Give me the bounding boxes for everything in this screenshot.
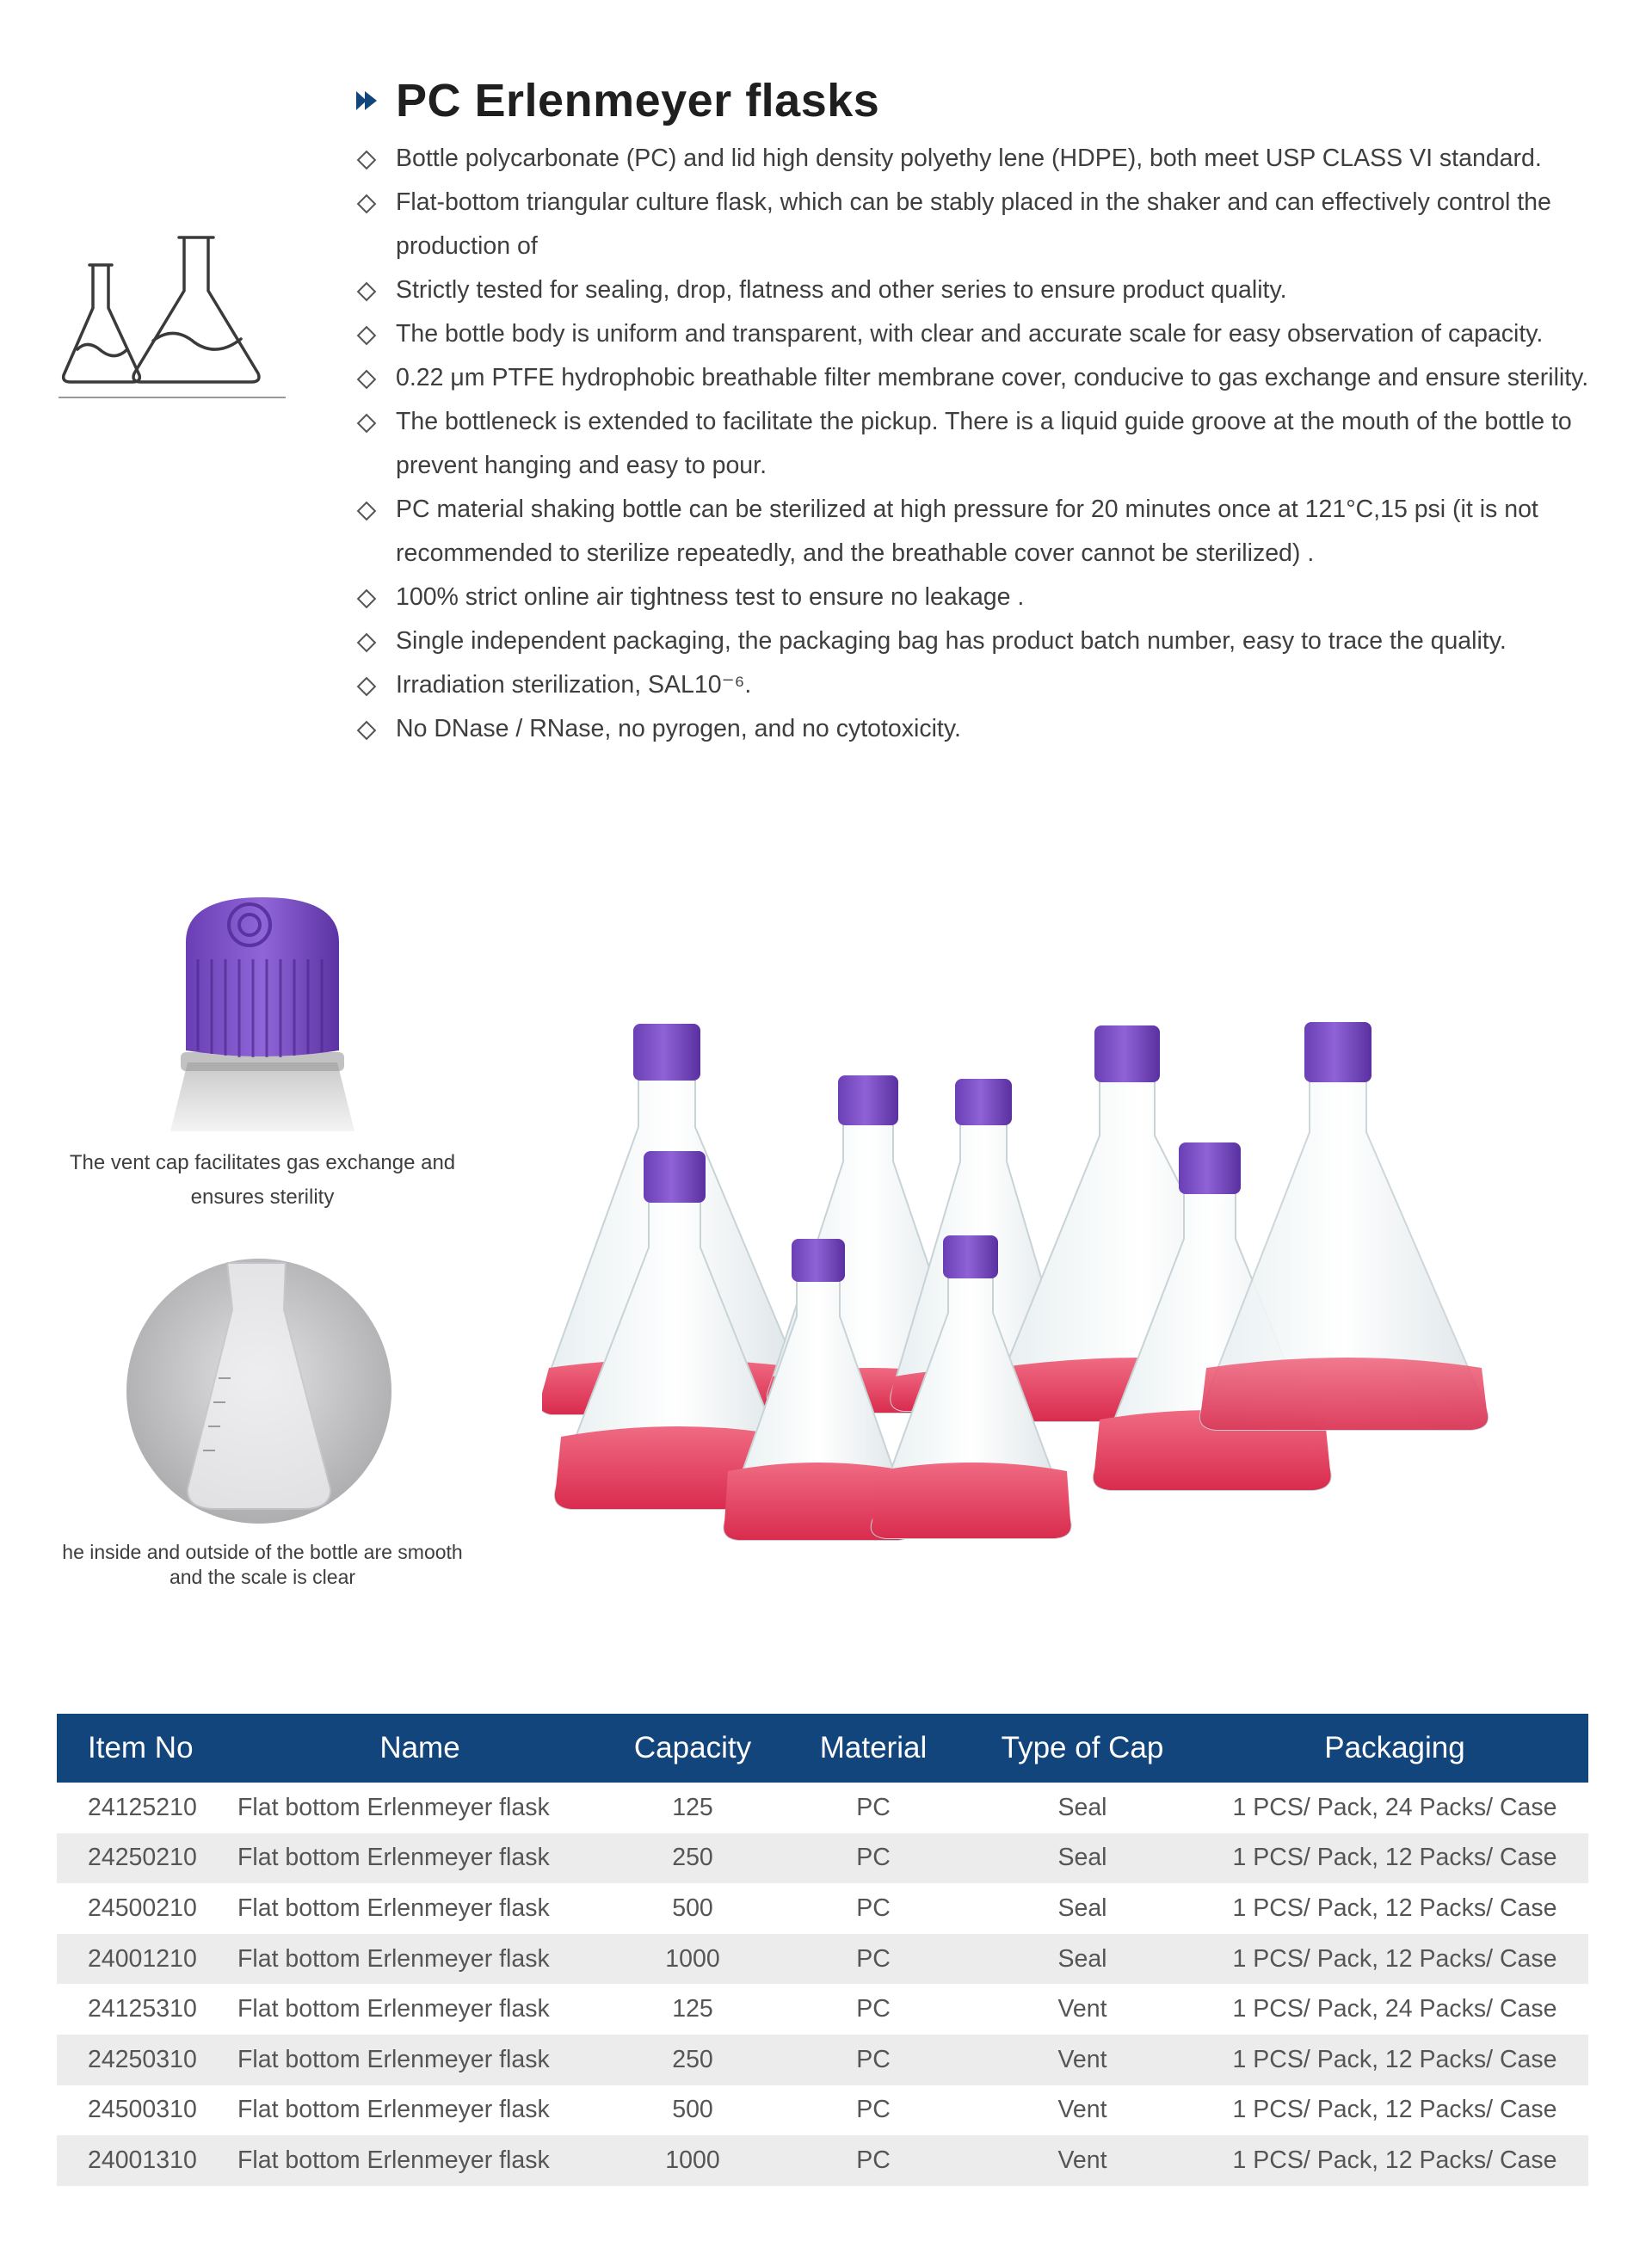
cell-item-no: 24125210 bbox=[88, 1793, 197, 1821]
header-cap-type: Type of Cap bbox=[964, 1714, 1201, 1783]
spec-table bbox=[57, 1714, 1588, 2186]
list-item: Single independent packaging, the packaging bag has product batch number, easy to trace the quality. bbox=[354, 619, 1593, 663]
cell-item-no: 24001310 bbox=[57, 2135, 237, 2186]
cell-item-no: 24250310 bbox=[57, 2035, 237, 2085]
cell-name: Flat bottom Erlenmeyer flask bbox=[237, 1934, 602, 1985]
cell-item-no: 24500310 bbox=[88, 2096, 197, 2124]
cell-cap-type: Seal bbox=[964, 1934, 1201, 1985]
cell-capacity: 250 bbox=[602, 2035, 783, 2085]
cell-capacity: 125 bbox=[672, 1995, 713, 2023]
diamond-bullet-icon bbox=[357, 414, 377, 434]
diamond-bullet-icon bbox=[357, 502, 377, 521]
flask-far-right bbox=[1200, 1022, 1488, 1430]
diamond-bullet-icon bbox=[357, 326, 377, 346]
list-item: Irradiation sterilization, SAL10⁻⁶. bbox=[354, 663, 1593, 707]
diamond-bullet-icon bbox=[357, 589, 377, 609]
cell-material: PC bbox=[856, 1894, 891, 1922]
cell-capacity: 125 bbox=[672, 1793, 713, 1821]
diamond-bullet-icon bbox=[357, 282, 377, 302]
cell-cap-type: Vent bbox=[1057, 1995, 1107, 2023]
product-photo bbox=[542, 1007, 1497, 1557]
diamond-bullet-icon bbox=[357, 370, 377, 390]
diamond-bullet-icon bbox=[357, 194, 377, 214]
header-packaging: Packaging bbox=[1201, 1714, 1588, 1783]
cell-capacity: 500 bbox=[672, 2096, 713, 2124]
cell-material: PC bbox=[783, 2135, 964, 2186]
cell-name: Flat bottom Erlenmeyer flask bbox=[237, 1833, 602, 1884]
cell-name: Flat bottom Erlenmeyer flask bbox=[237, 2035, 602, 2085]
list-item: Flat-bottom triangular culture flask, which can be stably placed in the shaker and can effectively control the production of bbox=[354, 181, 1593, 268]
cell-material: PC bbox=[856, 2096, 891, 2124]
vent-cap-photo bbox=[163, 890, 361, 1140]
table-header-row bbox=[57, 1714, 1588, 1783]
diamond-bullet-icon bbox=[357, 151, 377, 170]
cell-material: PC bbox=[856, 1995, 891, 2023]
cell-cap-type: Seal bbox=[1057, 1793, 1107, 1821]
list-item: 0.22 μm PTFE hydrophobic breathable filter membrane cover, conducive to gas exchange and ensure sterility. bbox=[354, 356, 1593, 400]
table-row bbox=[57, 1783, 1588, 1833]
cell-cap-type: Seal bbox=[964, 1833, 1201, 1884]
diamond-bullet-icon bbox=[357, 633, 377, 653]
cell-packaging: 1 PCS/ Pack, 12 Packs/ Case bbox=[1201, 1934, 1588, 1985]
cell-item-no: 24250210 bbox=[57, 1833, 237, 1884]
cell-cap-type: Seal bbox=[1057, 1894, 1107, 1922]
bottle-interior-photo bbox=[126, 1258, 392, 1524]
cell-packaging: 1 PCS/ Pack, 24 Packs/ Case bbox=[1232, 1793, 1557, 1821]
header-name: Name bbox=[237, 1714, 602, 1783]
cell-name: Flat bottom Erlenmeyer flask bbox=[237, 2096, 550, 2124]
cell-capacity: 250 bbox=[602, 1833, 783, 1884]
diamond-bullet-icon bbox=[357, 677, 377, 697]
cell-item-no: 24125310 bbox=[88, 1995, 197, 2023]
cell-name: Flat bottom Erlenmeyer flask bbox=[237, 1995, 550, 2023]
cell-name: Flat bottom Erlenmeyer flask bbox=[237, 1793, 550, 1821]
list-item: No DNase / RNase, no pyrogen, and no cytotoxicity. bbox=[354, 707, 1593, 751]
cell-name: Flat bottom Erlenmeyer flask bbox=[237, 1894, 550, 1922]
cell-packaging: 1 PCS/ Pack, 12 Packs/ Case bbox=[1201, 1833, 1588, 1884]
cell-item-no: 24001210 bbox=[57, 1934, 237, 1985]
cell-packaging: 1 PCS/ Pack, 24 Packs/ Case bbox=[1232, 1995, 1557, 2023]
cell-packaging: 1 PCS/ Pack, 12 Packs/ Case bbox=[1232, 1894, 1557, 1922]
list-item: 100% strict online air tightness test to ensure no leakage . bbox=[354, 576, 1593, 619]
table-row bbox=[57, 1934, 1588, 1985]
feature-list bbox=[354, 137, 1593, 751]
cell-packaging: 1 PCS/ Pack, 12 Packs/ Case bbox=[1201, 2135, 1588, 2186]
cell-material: PC bbox=[856, 1793, 891, 1821]
cell-item-no: 24500210 bbox=[88, 1894, 197, 1922]
table-row bbox=[57, 1883, 1588, 1934]
list-item: Bottle polycarbonate (PC) and lid high density polyethy lene (HDPE), both meet USP CLASS VI standard. bbox=[354, 137, 1593, 181]
cell-capacity: 1000 bbox=[602, 2135, 783, 2186]
cell-material: PC bbox=[783, 1833, 964, 1884]
cell-cap-type: Vent bbox=[964, 2035, 1201, 2085]
cell-cap-type: Vent bbox=[1057, 2096, 1107, 2124]
list-item: The bottleneck is extended to facilitate the pickup. There is a liquid guide groove at the mouth of the bottle to prevent hanging and easy to pour. bbox=[354, 400, 1593, 488]
table-row bbox=[57, 2085, 1588, 2136]
header-capacity: Capacity bbox=[602, 1714, 783, 1783]
cell-name: Flat bottom Erlenmeyer flask bbox=[237, 2135, 602, 2186]
cell-packaging: 1 PCS/ Pack, 12 Packs/ Case bbox=[1232, 2096, 1557, 2124]
table-row bbox=[57, 1833, 1588, 1884]
list-item: Strictly tested for sealing, drop, flatness and other series to ensure product quality. bbox=[354, 268, 1593, 312]
flask-icon bbox=[59, 231, 286, 399]
cell-packaging: 1 PCS/ Pack, 12 Packs/ Case bbox=[1201, 2035, 1588, 2085]
diamond-bullet-icon bbox=[357, 721, 377, 741]
vent-cap-caption: The vent cap facilitates gas exchange and ensures sterility bbox=[69, 1151, 456, 1209]
table-row bbox=[57, 2135, 1588, 2186]
cell-cap-type: Vent bbox=[964, 2135, 1201, 2186]
header-item-no: Item No bbox=[57, 1714, 237, 1783]
title-arrow-icon bbox=[354, 88, 380, 114]
list-item: PC material shaking bottle can be sterilized at high pressure for 20 minutes once at 121°C,15 psi (it is not recommended to sterilize repeatedly, and the breathable cover cannot be sterilized) . bbox=[354, 488, 1593, 576]
page-header bbox=[354, 71, 879, 131]
list-item: The bottle body is uniform and transparent, with clear and accurate scale for easy observation of capacity. bbox=[354, 312, 1593, 356]
cell-capacity: 500 bbox=[672, 1894, 713, 1922]
header-material: Material bbox=[783, 1714, 964, 1783]
table-row bbox=[57, 2035, 1588, 2085]
cell-material: PC bbox=[783, 1934, 964, 1985]
bottle-caption: he inside and outside of the bottle are smooth and the scale is clear bbox=[62, 1541, 463, 1588]
table-row bbox=[57, 1984, 1588, 2035]
cell-material: PC bbox=[783, 2035, 964, 2085]
cell-capacity: 1000 bbox=[602, 1934, 783, 1985]
page-title: PC Erlenmeyer flasks bbox=[396, 75, 880, 126]
